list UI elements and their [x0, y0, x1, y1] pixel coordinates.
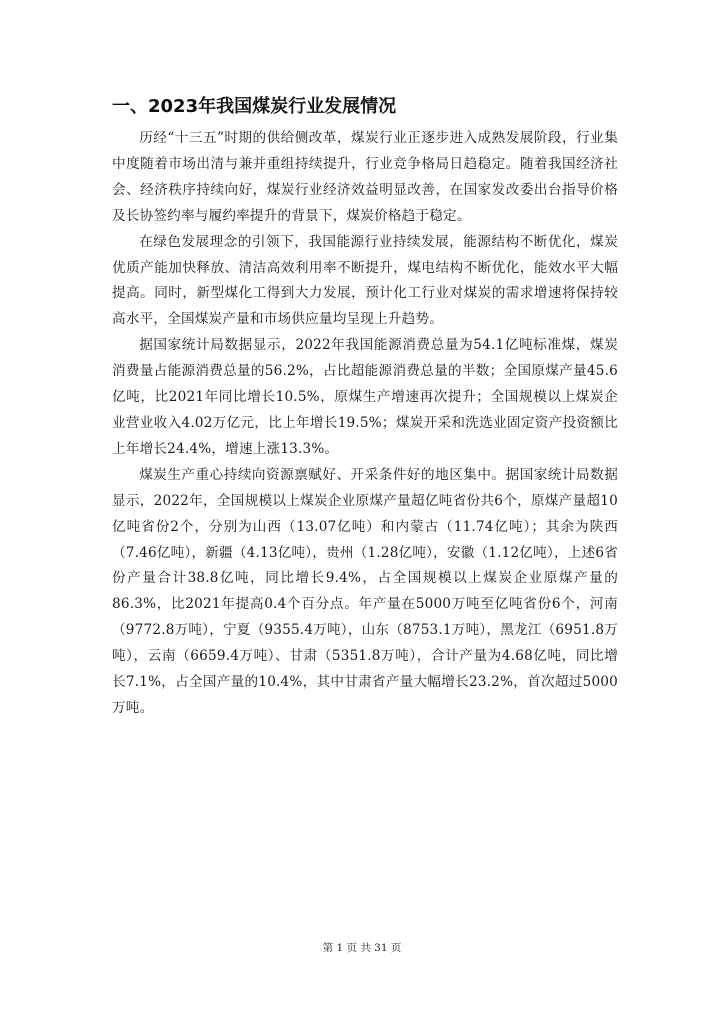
- section-heading: 一、2023年我国煤炭行业发展情况: [112, 96, 397, 117]
- page-number-footer: 第 1 页 共 31 页: [322, 942, 402, 954]
- document-body: [112, 126, 618, 722]
- paragraph-regional-production: 煤炭生产重心持续向资源禀赋好、开采条件好的地区集中。据国家统计局数据显示，2022年，全国规模以上煤炭企业原煤产量超亿吨省份共6个，原煤产量超10亿吨省份2个，分别为山西（13.07亿吨）和内蒙古（11.74亿吨）；其余为陕西（7.46亿吨），新疆（4.13亿吨），贵州（1.28亿吨），安徽（1.12亿吨），上述6省份产量合计38.8亿吨，同比增长9.4%，占全国规模以上煤炭企业原煤产量的86.3%，比2021年提高0.4个百分点。年产量在5000万吨至亿吨省份6个，河南（9772.8万吨），宁夏（9355.4万吨），山东（8753.1万吨），黑龙江（6951.8万吨），云南（6659.4万吨）、甘肃（5351.8万吨），合计产量为4.68亿吨，同比增长7.1%，占全国产量的10.4%，其中甘肃省产量大幅增长23.2%，首次超过5000万吨。: [112, 466, 618, 716]
- paragraph-supply-reform: 历经“十三五”时期的供给侧改革，煤炭行业正逐步进入成熟发展阶段，行业集中度随着市场出清与兼并重组持续提升，行业竞争格局日趋稳定。随着我国经济社会、经济秩序持续向好，煤炭行业经济效益明显改善，在国家发改委出台指导价格及长协签约率与履约率提升的背景下，煤炭价格趋于稳定。: [112, 130, 618, 224]
- paragraph-energy-statistics: 据国家统计局数据显示，2022年我国能源消费总量为54.1亿吨标准煤，煤炭消费量占能源消费总量的56.2%，占比超能源消费总量的半数；全国原煤产量45.6亿吨，比2021年同比增长10.5%，原煤生产增速再次提升；全国规模以上煤炭企业营业收入4.02万亿元，比上年增长19.5%；煤炭开采和洗选业固定资产投资额比上年增长24.4%，增速上涨13.3%。: [112, 337, 618, 457]
- paragraph-green-development: 在绿色发展理念的引领下，我国能源行业持续发展，能源结构不断优化，煤炭优质产能加快释放、清洁高效利用率不断提升，煤电结构不断优化，能效水平大幅提高。同时，新型煤化工得到大力发展，预计化工行业对煤炭的需求增速将保持较高水平，全国煤炭产量和市场供应量均呈现上升趋势。: [112, 233, 618, 328]
